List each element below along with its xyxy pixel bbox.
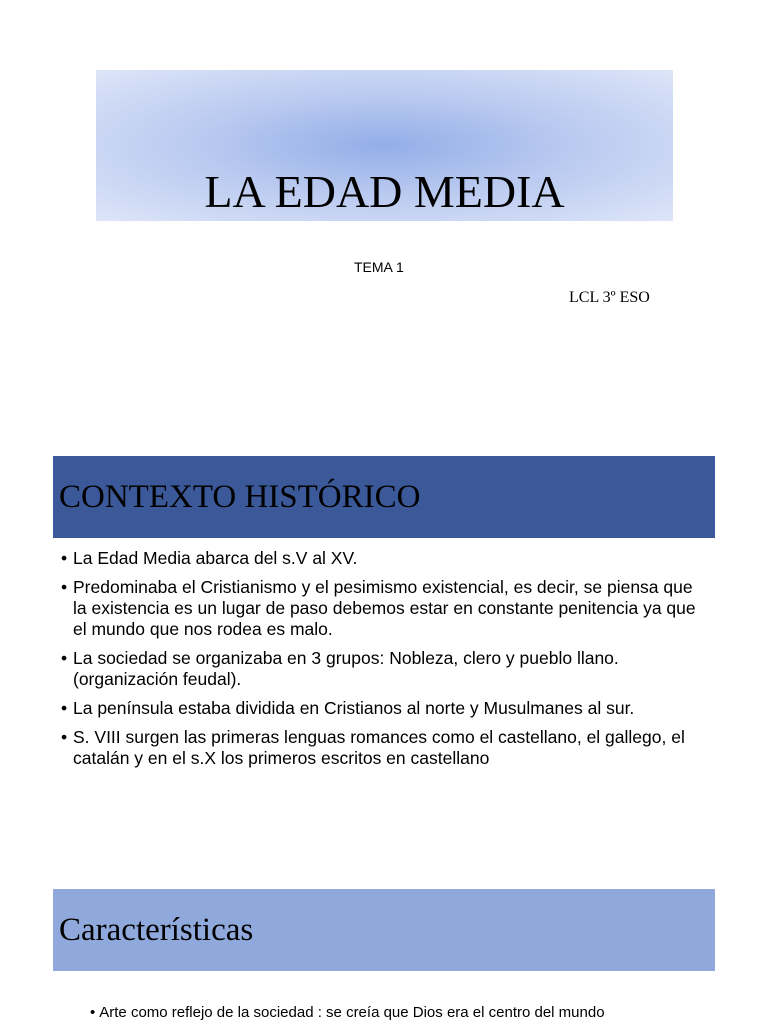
course-label: LCL 3º ESO — [569, 289, 650, 306]
list-item: • La península estaba dividida en Cristianos al norte y Musulmanes al sur. — [61, 698, 635, 718]
list-item: • Predominaba el Cristianismo y el pesimismo existencial, es decir, se piensa que la existencia es un lugar de paso debemos estar en constante penitencia ya que el mundo que nos rodea es malo. — [61, 577, 696, 639]
bullet-icon: • — [61, 648, 68, 668]
context-bullet-list — [61, 548, 711, 777]
list-item: • La Edad Media abarca del s.V al XV. — [61, 548, 358, 568]
topic-label: TEMA 1 — [354, 259, 404, 275]
bullet-icon: • — [90, 1004, 96, 1021]
bullet-icon: • — [61, 548, 68, 568]
context-heading: CONTEXTO HISTÓRICO — [59, 479, 421, 515]
page-title: LA EDAD MEDIA — [204, 166, 565, 217]
bullet-icon: • — [61, 698, 68, 718]
list-item: • S. VIII surgen las primeras lenguas romances como el castellano, el gallego, el catalán y en el s.X los primeros escritos en castellano — [61, 727, 685, 768]
list-item: • Arte como reflejo de la sociedad : se creía que Dios era el centro del mundo — [90, 1004, 605, 1021]
bullet-icon: • — [61, 727, 68, 747]
bullet-icon: • — [61, 577, 68, 597]
list-item: • La sociedad se organizaba en 3 grupos: Nobleza, clero y pueblo llano.(organización feudal). — [61, 648, 619, 689]
features-heading: Características — [59, 912, 254, 948]
